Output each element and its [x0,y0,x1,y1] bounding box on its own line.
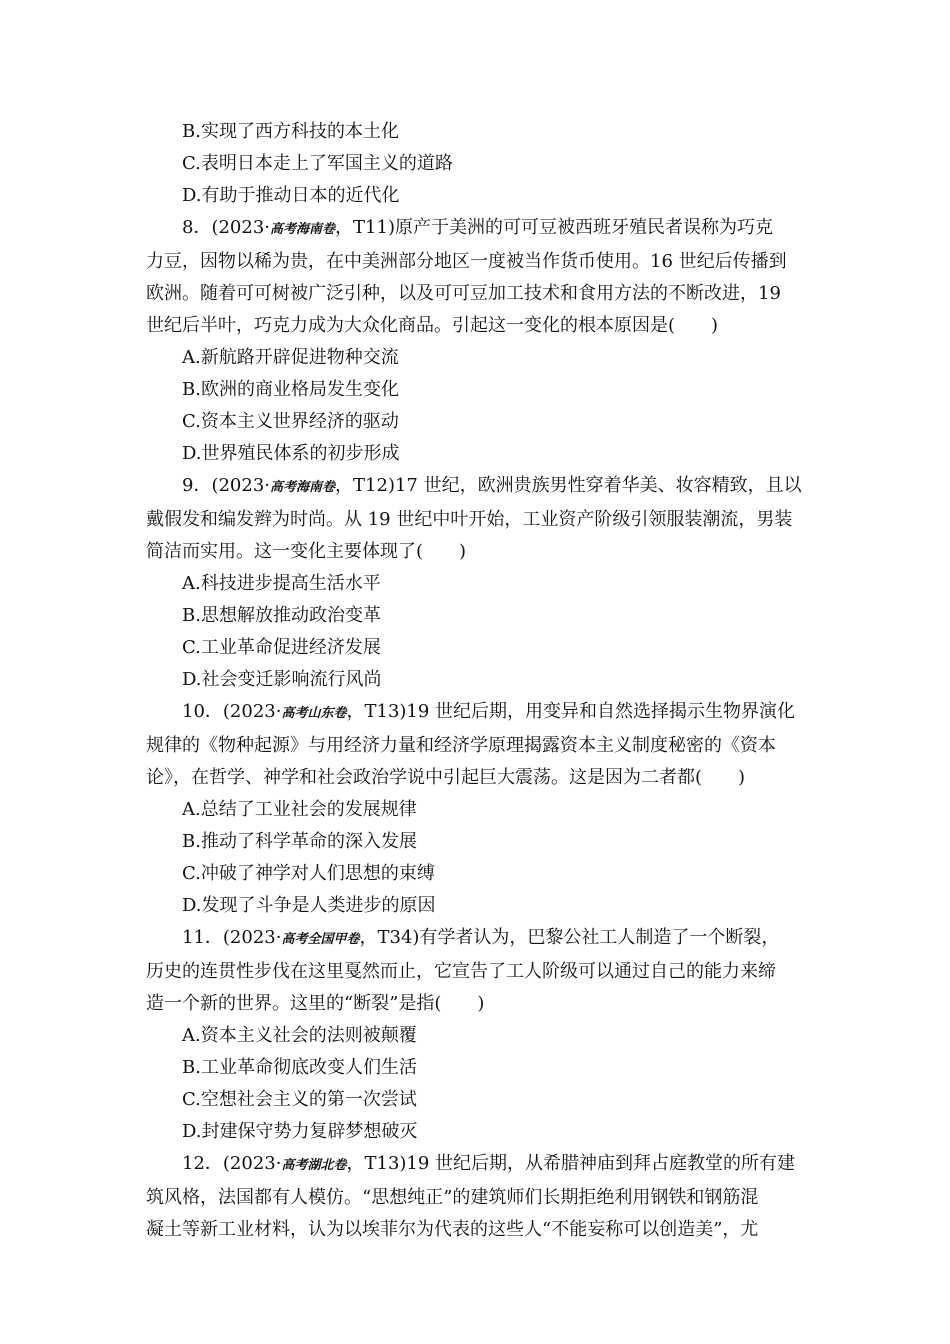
question-text: ，T13)19 世纪后期，从希腊神庙到拜占庭教堂的所有建 [346,1153,796,1174]
question-number: 8．(2023· [182,217,271,238]
exam-source: 高考海南卷 [270,222,336,237]
question-stem-line: 规律的《物种起源》与用经济力量和经济学原理揭露资本主义制度秘密的《资本 [146,735,776,756]
question-stem-line: 历史的连贯性步伐在这里戛然而止，它宣告了工人阶级可以通过自己的能力来缔 [146,961,776,982]
question-number: 12．(2023· [182,1153,282,1174]
answer-option: B.欧洲的商业格局发生变化 [182,379,399,400]
answer-option: A.总结了工业社会的发展规律 [182,799,417,820]
document-page [146,116,810,1246]
answer-option: D.发现了斗争是人类进步的原因 [182,895,436,916]
question-stem-line: 欧洲。随着可可树被广泛引种，以及可可豆加工技术和食用方法的不断改进，19 [146,283,781,304]
question-text: ，T34)有学者认为，巴黎公社工人制造了一个断裂， [359,927,780,948]
question-stem-line: 世纪后半叶，巧克力成为大众化商品。引起这一变化的根本原因是( ) [146,315,719,336]
question-text: ，T13)19 世纪后期，用变异和自然选择揭示生物界演化 [346,701,796,722]
question-stem-line: 简洁而实用。这一变化主要体现了( ) [146,541,467,562]
answer-option: B.工业革命彻底改变人们生活 [182,1057,417,1078]
question-stem-line: 论》，在哲学、神学和社会政治学说中引起巨大震荡。这是因为二者都( ) [146,767,746,788]
question-11 [146,922,810,1148]
previous-question-options [146,116,810,212]
question-stem-line: 筑风格，法国都有人模仿。“思想纯正”的建筑师们长期拒绝利用钢铁和钢筋混 [146,1187,759,1208]
question-list [146,212,810,1246]
option-d: D.有助于推动日本的近代化 [182,185,400,206]
answer-option: B.推动了科学革命的深入发展 [182,831,417,852]
question-stem-first-line [146,212,810,246]
option-c: C.表明日本走上了军国主义的道路 [182,153,453,174]
question-text: ，T12)17 世纪，欧洲贵族男性穿着华美、妆容精致，且以 [335,475,802,496]
answer-option: D.封建保守势力复辟梦想破灭 [182,1121,418,1142]
exam-source: 高考海南卷 [270,480,336,495]
question-stem-line: 戴假发和编发辫为时尚。从 19 世纪中叶开始，工业资产阶级引领服装潮流，男装 [146,509,793,530]
question-8 [146,212,810,470]
question-stem-line: 力豆，因物以稀为贵，在中美洲部分地区一度被当作货币使用。16 世纪后传播到 [146,251,787,272]
answer-option: C.工业革命促进经济发展 [182,637,381,658]
question-stem-first-line [146,1148,810,1182]
question-text: ，T11)原产于美洲的可可豆被西班牙殖民者误称为巧克 [335,217,773,238]
question-stem-line: 造一个新的世界。这里的“断裂”是指( ) [146,993,485,1014]
question-number: 9．(2023· [182,475,271,496]
question-number: 11．(2023· [182,927,282,948]
question-9 [146,470,810,696]
answer-option: B.思想解放推动政治变革 [182,605,381,626]
exam-source: 高考山东卷 [281,706,347,721]
exam-source: 高考全国甲卷 [281,932,360,947]
answer-option: A.科技进步提高生活水平 [182,573,381,594]
question-12 [146,1148,810,1246]
answer-option: C.资本主义世界经济的驱动 [182,411,399,432]
exam-source: 高考湖北卷 [281,1158,347,1173]
answer-option: C.冲破了神学对人们思想的束缚 [182,863,435,884]
answer-option: C.空想社会主义的第一次尝试 [182,1089,417,1110]
question-number: 10．(2023· [182,701,282,722]
question-stem-first-line [146,696,810,730]
answer-option: D.世界殖民体系的初步形成 [182,443,400,464]
option-b: B.实现了西方科技的本土化 [182,121,399,142]
question-10 [146,696,810,922]
question-stem-first-line [146,470,810,504]
answer-option: A.新航路开辟促进物种交流 [182,347,399,368]
question-stem-first-line [146,922,810,956]
answer-option: D.社会变迁影响流行风尚 [182,669,382,690]
answer-option: A.资本主义社会的法则被颠覆 [182,1025,417,1046]
question-stem-line: 凝土等新工业材料，认为以埃菲尔为代表的这些人“不能妄称可以创造美”，尤 [146,1219,759,1240]
